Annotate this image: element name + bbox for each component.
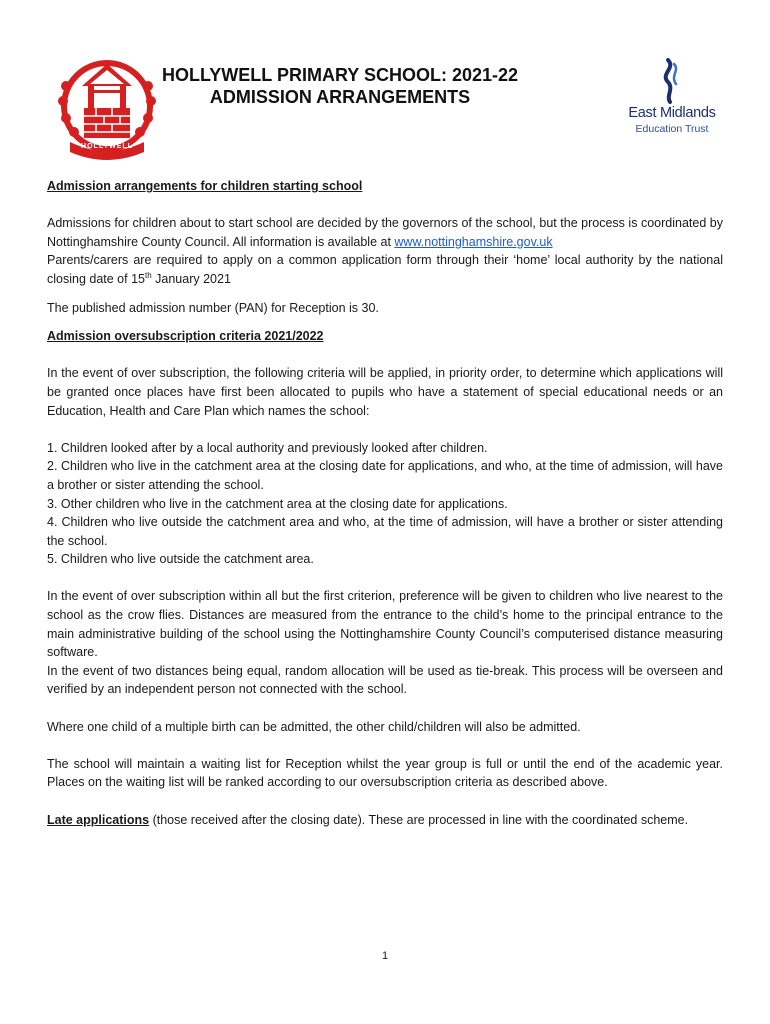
trust-logo-sub: Education Trust: [635, 123, 709, 135]
waiting-list-paragraph: The school will maintain a waiting list for Reception whilst the year group is full or until the end of the academic year. Places on the waiting list will be ranked according to our oversubscription criteria as described above.: [47, 756, 723, 790]
document-body: [47, 177, 723, 829]
criteria-item: 1. Children looked after by a local authority and previously looked after children.: [47, 440, 488, 455]
trust-logo: [612, 56, 732, 140]
late-applications-label: Late applications: [47, 812, 150, 827]
page-number: 1: [381, 950, 389, 962]
criteria-intro: In the event of over subscription, the following criteria will be applied, in priority order, to determine which applications will be granted once places have first been allocated to pupils who have a statement of special educational needs or an Education, Health and Care Plan which names the school:: [47, 366, 723, 418]
council-website-link[interactable]: www.nottinghamshire.gov.uk: [394, 234, 553, 249]
multiple-birth-paragraph: Where one child of a multiple birth can be admitted, the other child/children will also be admitted.: [47, 719, 581, 734]
intro-text-cont: Parents/carers are required to apply on a common application form through their ‘home’ local authority by the national closing date of 15: [47, 253, 723, 286]
intro-text: Admissions for children about to start school are decided by the governors of the school, but the process is coordinated by Nottinghamshire County Council. All information is available at: [47, 216, 723, 249]
criteria-item: 3. Other children who live in the catchment area at the closing date for applications.: [47, 496, 508, 511]
criteria-item: 5. Children who live outside the catchment area.: [47, 552, 314, 567]
intro-text-end: January 2021: [151, 271, 231, 286]
trust-logo-name: East Midlands: [628, 105, 716, 121]
intro-paragraph: [47, 214, 723, 288]
pan-paragraph: The published admission number (PAN) for Reception is 30.: [47, 300, 379, 315]
random-allocation-paragraph: In the event of two distances being equal, random allocation will be used as tie-break. This process will be overseen and verified by an independent person not connected with the school.: [47, 663, 723, 697]
title-line-1: HOLLYWELL PRIMARY SCHOOL: 2021-22: [161, 65, 519, 85]
criteria-item: 2. Children who live in the catchment area at the closing date for applications, and who, at the time of admission, will have a brother or sister attending the school.: [47, 459, 723, 492]
late-applications-paragraph: [47, 811, 723, 830]
section-heading-arrangements: Admission arrangements for children starting school: [47, 179, 363, 193]
trust-logo-mark: [612, 56, 732, 104]
title-line-2: ADMISSION ARRANGEMENTS: [209, 87, 471, 107]
date-superscript: th: [145, 270, 152, 280]
school-logo: [52, 46, 162, 166]
criteria-item: 4. Children who live outside the catchment area and who, at the time of admission, will have a brother or sister attending the school.: [47, 515, 723, 548]
school-logo-text: HOLLYWELL: [81, 143, 133, 150]
page-title: [160, 64, 520, 108]
tiebreak-paragraph: In the event of over subscription within all but the first criterion, preference will be given to children who live nearest to the school as the crow flies. Distances are measured from the entrance to the child’s home to the principal entrance to the main administrative building of the school using the Nottinghamshire County Council’s computerised distance measuring software.: [47, 589, 723, 660]
section-heading-criteria: Admission oversubscription criteria 2021/2022: [47, 329, 324, 344]
late-applications-text: (those received after the closing date). These are processed in line with the coordinated scheme.: [149, 812, 689, 827]
